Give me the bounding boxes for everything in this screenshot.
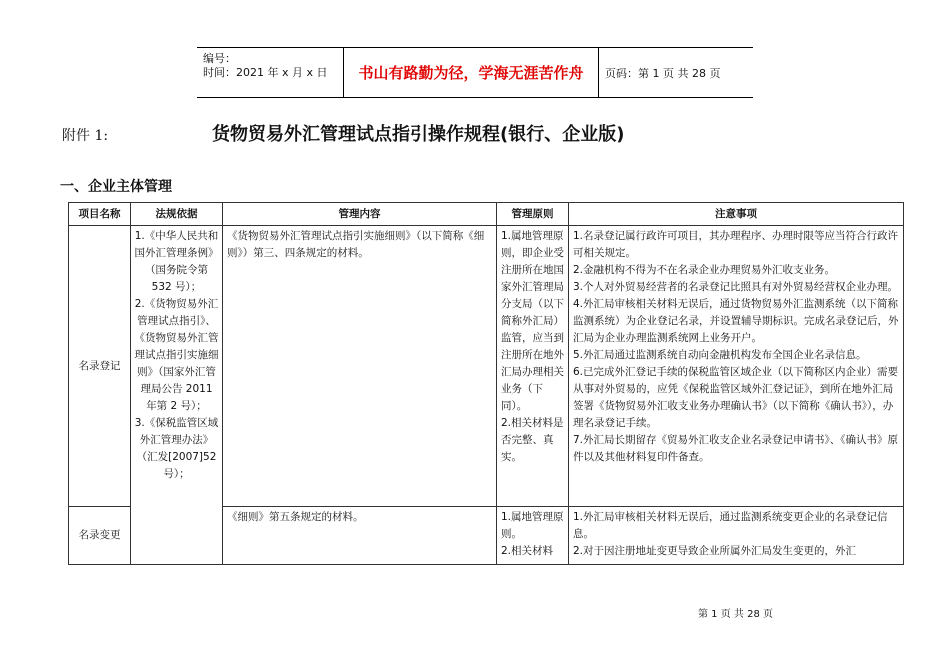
basis-item: 1.《中华人民共和国外汇管理条例》（国务院令第 532 号）；	[134, 230, 219, 293]
col-header-content: 管理内容	[223, 203, 497, 226]
principle-item: 2.相关材料是否完整、真实。	[501, 417, 564, 463]
item-name: 名录变更	[69, 507, 131, 565]
management-principle	[497, 507, 569, 565]
principle-item: 2.相关材料	[501, 545, 554, 557]
management-content: 《细则》第五条规定的材料。	[223, 507, 497, 565]
document-title: 货物贸易外汇管理试点指引操作规程(银行、企业版)	[212, 124, 625, 145]
header-meta	[197, 48, 344, 97]
item-name: 名录登记	[69, 226, 131, 507]
note-item: 3.个人对外贸易经营者的名录登记比照具有对外贸易经营权企业办理。	[573, 281, 899, 293]
principle-item: 1.属地管理原则。	[501, 511, 564, 540]
note-item: 1.名录登记属行政许可项目，其办理程序、办理时限等应当符合行政许可相关规定。	[573, 230, 899, 259]
note-item: 4.外汇局审核相关材料无误后，通过货物贸易外汇监测系统（以下简称监测系统）为企业登记名录，并设置辅导期标识。完成名录登记后，外汇局为企业办理监测系统网上业务开户。	[573, 298, 899, 344]
number-label: 编号：	[203, 52, 236, 65]
section-heading: 一、企业主体管理	[60, 179, 172, 195]
management-table	[68, 202, 904, 565]
page-header	[197, 47, 753, 98]
note-item: 2.对于因注册地址变更导致企业所属外汇局发生变更的，外汇	[573, 545, 857, 557]
col-header-name: 项目名称	[69, 203, 131, 226]
principle-item: 1.属地管理原则，即企业受注册所在地国家外汇管理局分支局（以下简称外汇局）监管，应当到注册所在地外汇局办理相关业务（下同）。	[501, 230, 564, 412]
basis-item: 3.《保税监管区域外汇管理办法》（汇发[2007]52 号）；	[134, 417, 219, 480]
note-item: 6.已完成外汇登记手续的保税监管区域企业（以下简称区内企业）需要从事对外贸易的，应凭《保税监管区域外汇登记证》，到所在地外汇局签署《货物贸易外汇收支业务办理确认书》（以下简称《确认书》），办理名录登记手续。	[573, 366, 899, 429]
notes	[569, 507, 904, 565]
table-row	[69, 226, 904, 507]
note-item: 1.外汇局审核相关材料无误后，通过监测系统变更企业的名录登记信息。	[573, 511, 888, 540]
basis-item: 2.《货物贸易外汇管理试点指引》、《货物贸易外汇管理试点指引实施细则》（国家外汇管理局公告 2011 年第 2 号）；	[134, 298, 219, 412]
note-item: 2.金融机构不得为不在名录企业办理贸易外汇收支业务。	[573, 264, 836, 276]
page-footer: 第 1 页 共 28 页	[698, 609, 773, 620]
table-header-row	[69, 203, 904, 226]
attachment-label: 附件 1:	[62, 128, 109, 144]
time-label: 时间：2021 年 x 月 x 日	[203, 66, 328, 79]
motto: 书山有路勤为径，学海无涯苦作舟	[344, 48, 599, 97]
col-header-basis: 法规依据	[131, 203, 223, 226]
col-header-principle: 管理原则	[497, 203, 569, 226]
notes	[569, 226, 904, 507]
management-principle	[497, 226, 569, 507]
col-header-notes: 注意事项	[569, 203, 904, 226]
page-info: 页码：第 1 页 共 28 页	[605, 66, 721, 80]
note-item: 7.外汇局长期留存《贸易外汇收支企业名录登记申请书》、《确认书》原件以及其他材料复印件备查。	[573, 434, 899, 463]
note-item: 5.外汇局通过监测系统自动向金融机构发布全国企业名录信息。	[573, 349, 867, 361]
regulation-basis	[131, 226, 223, 565]
management-content: 《货物贸易外汇管理试点指引实施细则》（以下简称《细则》）第三、四条规定的材料。	[223, 226, 497, 507]
